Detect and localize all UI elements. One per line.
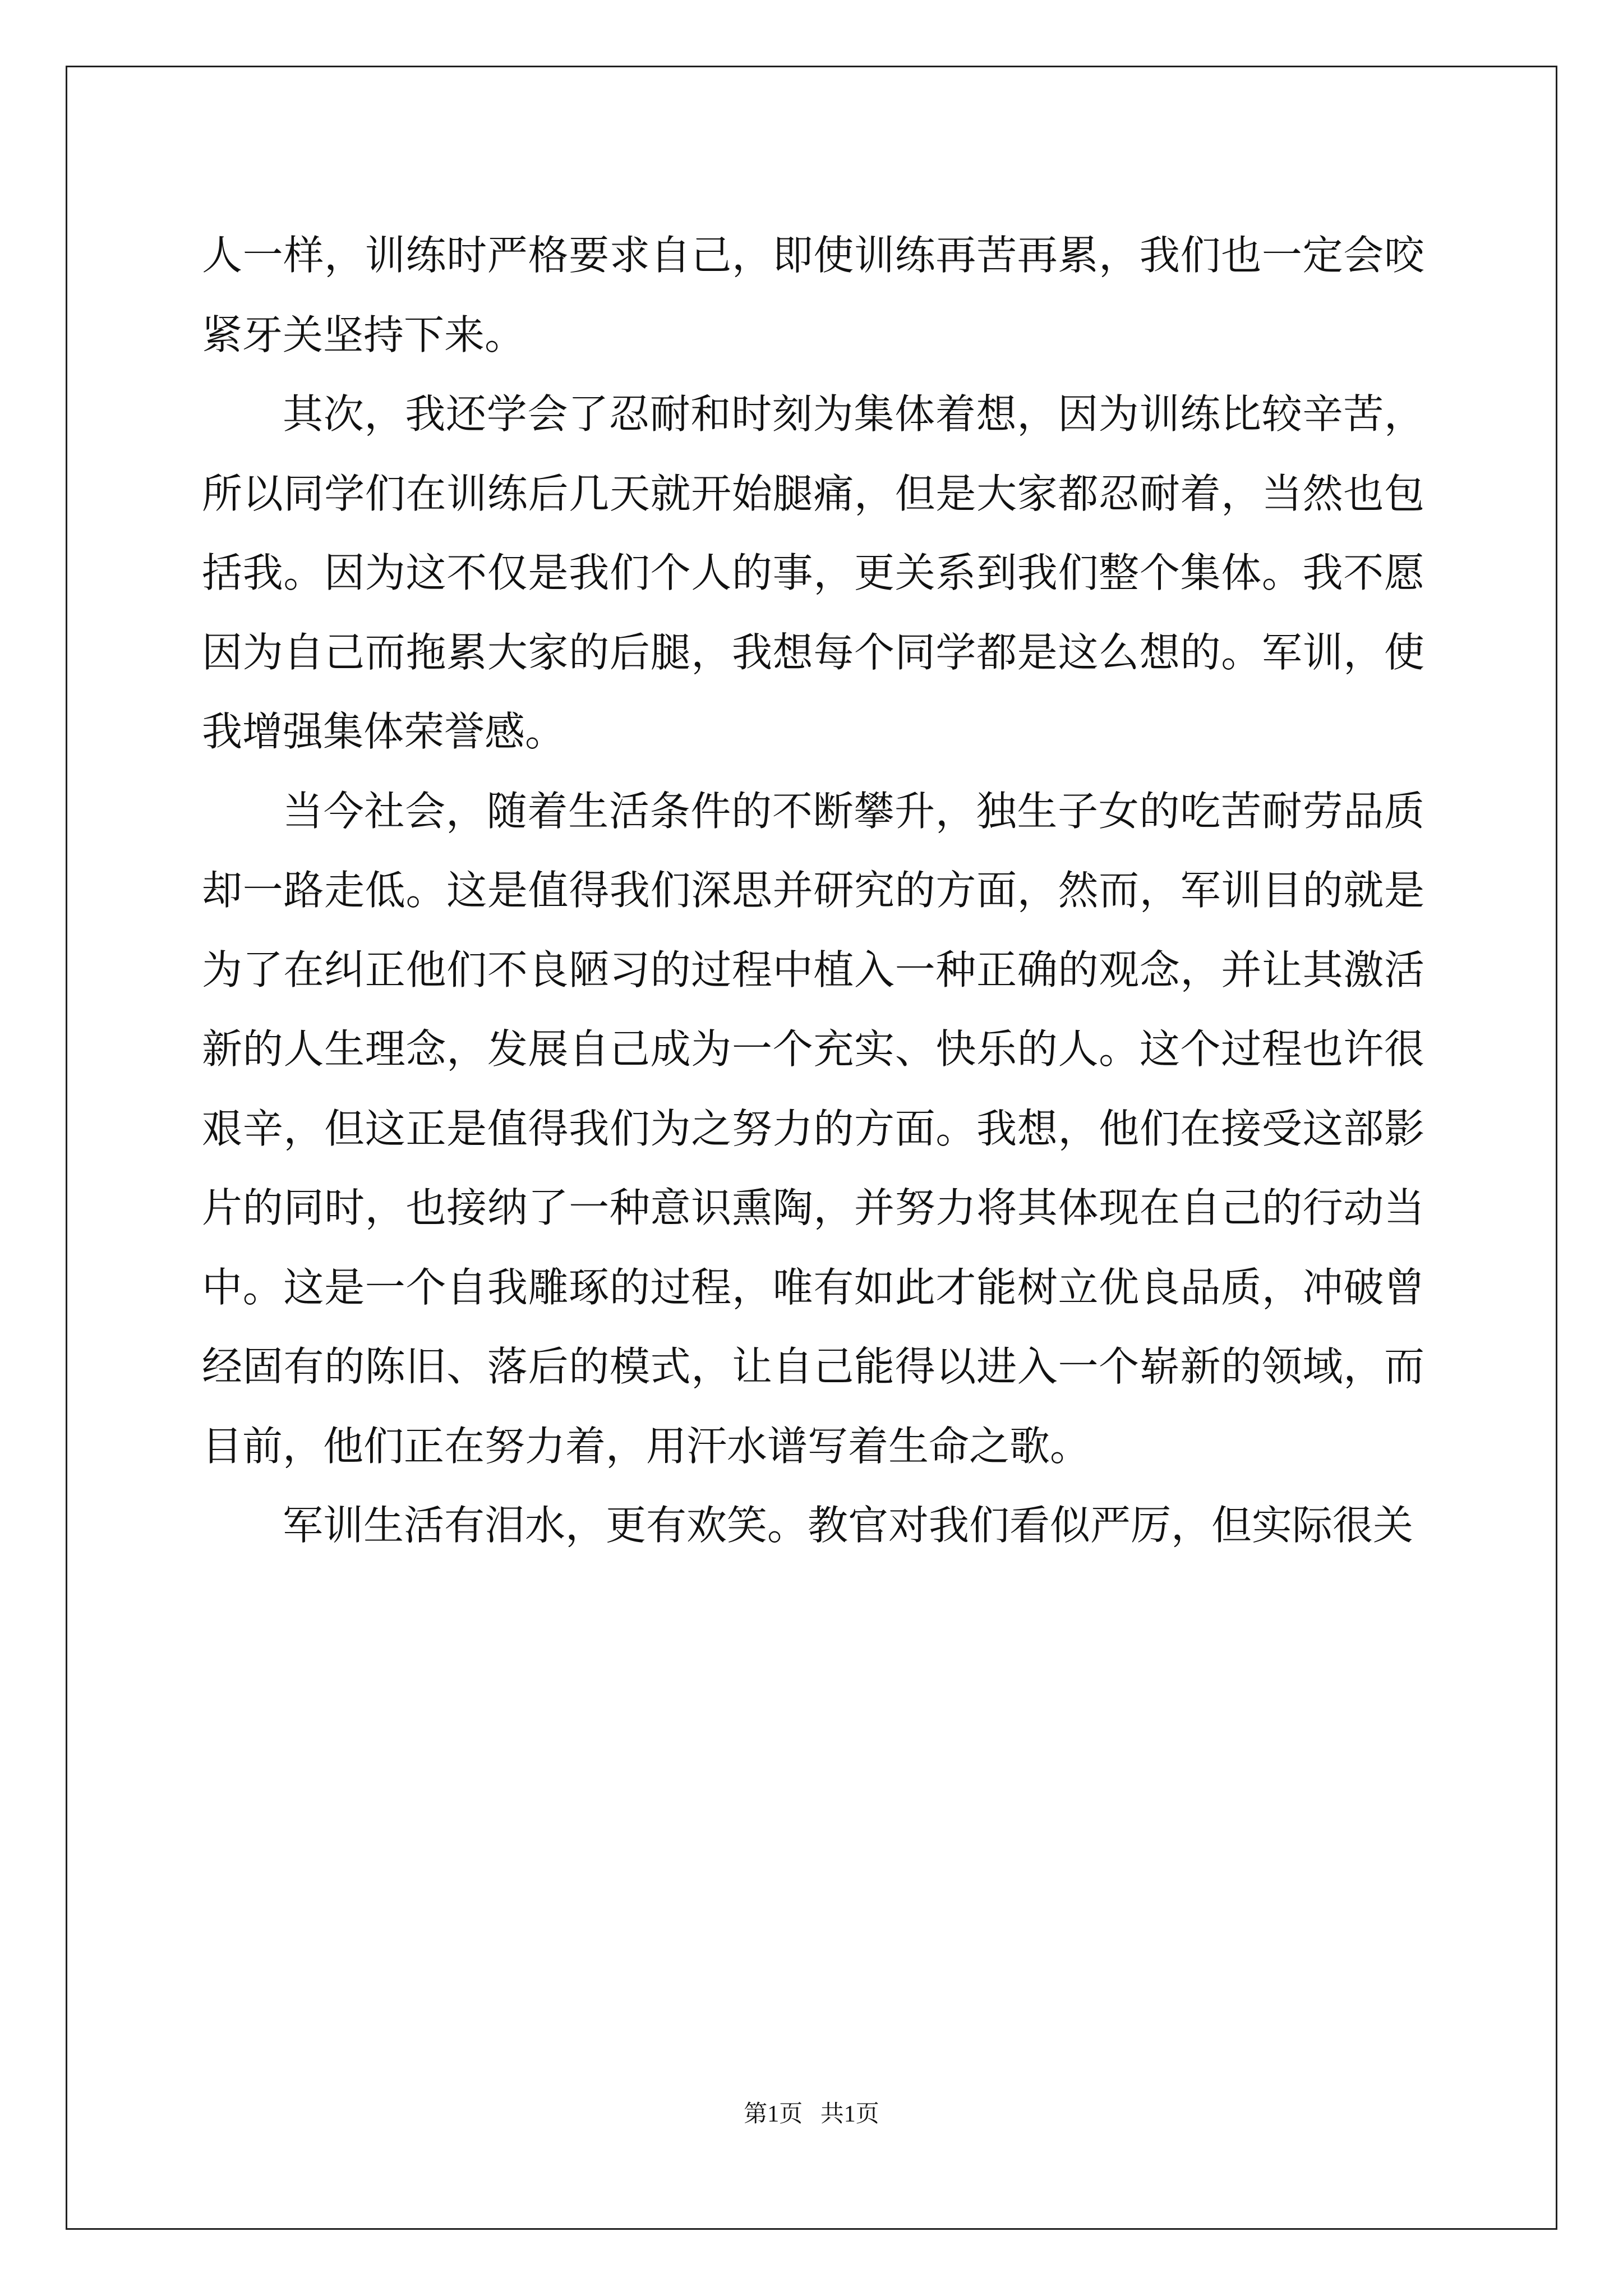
- paragraph-4: 军训生活有泪水，更有欢笑。教官对我们看似严厉，但实际很关: [283, 1502, 1414, 1549]
- page-number: 第1页: [744, 2101, 803, 2127]
- paragraph-3: 当今社会，随着生活条件的不断攀升，独生子女的吃苦耐劳品质却一路走低。这是值得我们深思并研究的方面，然而，军训目的就是为了在纠正他们不良陋习的过程中植入一种正确的观念，并让其激活新的人生理念，发展自己成为一个充实、快乐的人。这个过程也许很艰辛，但这正是值得我们为之努力的方面。我想，他们在接受这部影片的同时，也接纳了一种意识熏陶，并努力将其体现在自己的行动当中。这是一个自我雕琢的过程，唯有如此才能树立优良品质，冲破曾经固有的陈旧、落后的模式，让自己能得以进入一个崭新的领域，而目前，他们正在努力着，用汗水谱写着生命之歌。: [202, 787, 1424, 1470]
- paragraph-1: 人一样，训练时严格要求自己，即使训练再苦再累，我们也一定会咬紧牙关坚持下来。: [202, 232, 1424, 358]
- page-footer: [0, 2100, 1623, 2128]
- page-total: 共1页: [820, 2101, 879, 2127]
- paragraph-2: 其次，我还学会了忍耐和时刻为集体着想，因为训练比较辛苦，所以同学们在训练后几天就开始腿痛，但是大家都忍耐着，当然也包括我。因为这不仅是我们个人的事，更关系到我们整个集体。我不愿因为自己而拖累大家的后腿，我想每个同学都是这么想的。军训，使我增强集体荣誉感。: [202, 390, 1424, 755]
- footer-spacer: [803, 2101, 820, 2127]
- document-body: [202, 216, 1424, 1566]
